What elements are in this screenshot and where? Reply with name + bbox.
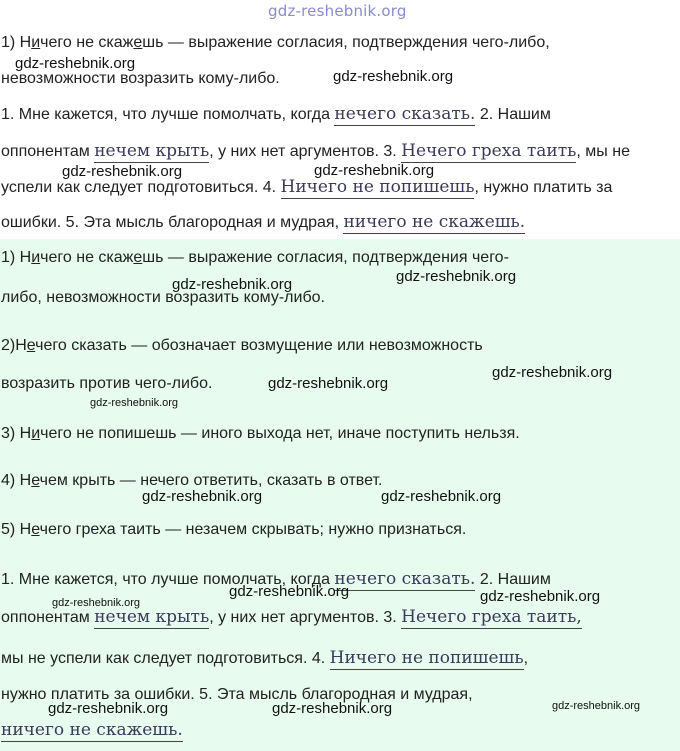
watermark: gdz-reshebnik.org <box>492 364 613 381</box>
underlined-letter: е <box>31 472 40 489</box>
top-definition-line-1 <box>1 34 550 52</box>
text: 5) Н <box>1 521 32 538</box>
top-example-line-3 <box>1 177 612 197</box>
handwritten-phrase: нечем крыть <box>94 607 210 627</box>
text: 1) Н <box>1 34 32 51</box>
handwritten-phrase: Нечего греха таить, <box>401 607 582 627</box>
text: чего не попишешь — иного выхода нет, иначе поступить нельзя. <box>40 425 520 442</box>
text: 1) Н <box>1 249 32 266</box>
top-example-line-2 <box>1 141 630 161</box>
watermark: gdz-reshebnik.org <box>272 700 393 717</box>
text: ошибки. 5. Эта мысль благородная и мудрая, <box>1 214 344 231</box>
definition-2-line-2: возразить против чего-либо. <box>1 375 213 392</box>
watermark: gdz-reshebnik.org <box>142 488 263 505</box>
text: чем крыть — нечего ответить, сказать в ответ. <box>39 472 383 489</box>
definition-5 <box>1 521 466 539</box>
handwritten-phrase: Ничего не попишешь <box>280 177 475 197</box>
example-line-3 <box>1 648 528 668</box>
text: 3) Н <box>1 425 32 442</box>
handwritten-phrase: ничего не скажешь. <box>1 720 183 740</box>
text: 2. Нашим <box>475 106 551 123</box>
watermark: gdz-reshebnik.org <box>229 583 350 600</box>
handwritten-phrase: нечего сказать. <box>334 104 476 124</box>
underlined-letter: е <box>133 249 143 266</box>
watermark: gdz-reshebnik.org <box>314 162 435 179</box>
underlined-letter: е <box>31 521 40 538</box>
handwritten-phrase: нечем крыть <box>94 141 210 161</box>
text: 1. Мне кажется, что лучше помолчать, когда <box>1 106 335 123</box>
underlined-letter: е <box>26 337 36 354</box>
watermark: gdz-reshebnik.org <box>172 276 293 293</box>
text: шь — выражение согласия, подтверждения чего-либо, <box>142 34 550 51</box>
watermark: gdz-reshebnik.org <box>268 375 389 392</box>
watermark: gdz-reshebnik.org <box>15 55 136 72</box>
watermark: gdz-reshebnik.org <box>381 488 502 505</box>
watermark-small: gdz-reshebnik.org <box>552 700 641 712</box>
handwritten-phrase: Ничего не попишешь <box>329 648 524 668</box>
text: чего сказать — обозначает возмущение или невозможность <box>35 337 483 354</box>
watermark: gdz-reshebnik.org <box>333 68 454 85</box>
watermark: gdz-reshebnik.org <box>48 700 169 717</box>
text: чего не скаж <box>40 34 134 51</box>
text: чего греха таить — незачем скрывать; нужно признаться. <box>39 521 467 538</box>
text: шь — выражение согласия, подтверждения чего- <box>142 249 509 266</box>
text: , у них нет аргументов. 3. <box>209 609 402 626</box>
text: оппонентам <box>1 609 95 626</box>
text: чего не скаж <box>40 249 134 266</box>
text: 2. Нашим <box>475 571 551 588</box>
text: оппонентам <box>1 143 95 160</box>
handwritten-phrase: нечего сказать. <box>334 569 476 589</box>
underlined-letter: и <box>31 34 41 51</box>
handwritten-phrase: Нечего греха таить <box>401 141 577 161</box>
watermark: gdz-reshebnik.org <box>396 268 517 285</box>
example-line-4: нужно платить за ошибки. 5. Эта мысль благородная и мудрая, <box>1 686 473 703</box>
text: , нужно платить за <box>474 179 613 196</box>
text: , <box>523 650 529 667</box>
underlined-letter: и <box>31 425 41 442</box>
watermark: gdz-reshebnik.org <box>62 163 183 180</box>
example-line-5 <box>1 720 183 740</box>
definition-1-line-2: либо, невозможности возразить кому-либо. <box>1 289 325 306</box>
text: , у них нет аргументов. 3. <box>209 143 402 160</box>
definition-1-line-1 <box>1 249 509 267</box>
answer-panel <box>0 239 680 751</box>
text: 4) Н <box>1 472 32 489</box>
definition-2-line-1 <box>1 337 483 355</box>
text: 1. Мне кажется, что лучше помолчать, когда <box>1 571 335 588</box>
underlined-letter: е <box>133 34 143 51</box>
example-line-2 <box>1 607 582 627</box>
top-example-line-4 <box>1 212 525 232</box>
site-watermark-top: gdz-reshebnik.org <box>268 2 407 20</box>
watermark-small: gdz-reshebnik.org <box>90 397 179 409</box>
watermark: gdz-reshebnik.org <box>480 588 601 605</box>
top-example-line-1 <box>1 104 551 124</box>
handwritten-phrase: ничего не скажешь. <box>343 212 526 232</box>
top-definition-line-2: невозможности возразить кому-либо. <box>1 70 280 87</box>
definition-3 <box>1 425 520 443</box>
text: , мы не <box>576 143 630 160</box>
underlined-letter: и <box>31 249 41 266</box>
text: мы не успели как следует подготовиться. 4. <box>1 650 330 667</box>
watermark-small: gdz-reshebnik.org <box>52 597 141 609</box>
text: 2)Н <box>1 337 27 354</box>
text: успели как следует подготовиться. 4. <box>1 179 281 196</box>
